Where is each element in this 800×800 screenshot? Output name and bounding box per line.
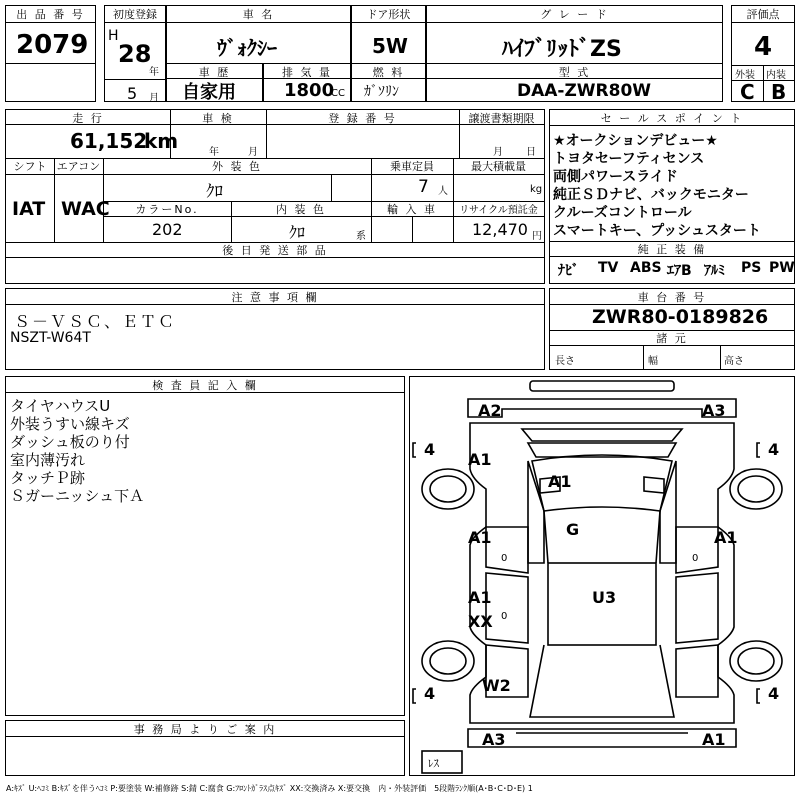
equip-abs: ABS	[630, 260, 662, 276]
load-label: 最大積載量	[471, 160, 526, 173]
chassis-number: ZWR80-0189826	[592, 306, 769, 328]
color-no: 202	[152, 220, 183, 239]
car-name-box	[166, 5, 351, 64]
zero-mark: 0	[692, 553, 699, 564]
transfer-day-unit: 日	[526, 147, 536, 158]
tire-front-right: 4	[768, 440, 780, 459]
sales-point-line: スマートキー、プッシュスタート	[553, 223, 761, 239]
fuel-box	[351, 63, 426, 102]
inspector-label: 検 査 員 記 入 欄	[152, 379, 258, 392]
later-parts-label: 後 日 発 送 部 品	[222, 244, 328, 257]
score-box	[731, 5, 795, 102]
mark-rear-left: A3	[482, 730, 506, 749]
tire-front-left: 4	[424, 440, 436, 459]
notes-label: 注 意 事 項 欄	[231, 291, 319, 304]
car-diagram	[410, 377, 794, 775]
history-label: 車 歴	[198, 66, 231, 79]
shift-label: シフト	[13, 160, 47, 173]
int-color-suffix: 系	[356, 231, 366, 242]
grade-label: グ レ ー ド	[540, 8, 609, 21]
details-box	[5, 109, 545, 284]
reg-month: 5	[127, 84, 138, 103]
exterior-label: 外装	[735, 70, 755, 81]
mark-rear-right: A1	[702, 730, 726, 749]
office-label: 事 務 局 よ り ご 案 内	[133, 723, 277, 736]
lot-label: 出 品 番 号	[16, 8, 85, 21]
lot-box	[5, 5, 96, 102]
recycle-unit: 円	[532, 231, 542, 242]
insp-year-unit: 年	[209, 147, 219, 158]
sales-point-line: 純正ＳＤナビ、バックモニター	[553, 187, 749, 203]
inspection-label: 車 検	[202, 112, 234, 125]
spec-label: 諸 元	[656, 332, 688, 345]
import-label: 輸 入 車	[387, 203, 437, 216]
height-label: 高さ	[724, 356, 744, 367]
tire-rear-right: 4	[768, 684, 780, 703]
mileage-unit: km	[144, 129, 179, 153]
color: ｸﾛ	[206, 182, 223, 202]
capacity: 7	[418, 177, 429, 197]
zero-mark: 0	[501, 553, 508, 564]
reg-year-unit: 年	[149, 67, 159, 78]
door-type: 5W	[372, 34, 408, 58]
model: DAA-ZWR80W	[517, 81, 652, 101]
equip-navi: ﾅﾋﾞ	[558, 263, 579, 279]
transfer-month-unit: 月	[493, 147, 503, 158]
int-color-label: 内 装 色	[276, 203, 326, 216]
shift: IAT	[12, 198, 46, 220]
inspector-box	[5, 376, 405, 716]
equip-airbag: ｴｱB	[667, 263, 692, 279]
reg-year: 28	[118, 40, 152, 68]
model-box	[426, 63, 723, 102]
model-label: 型 式	[558, 66, 591, 79]
spare-tire: ﾚｽ	[428, 757, 439, 770]
sales-points-box	[549, 109, 795, 284]
inspector-line: 室内薄汚れ	[10, 451, 86, 469]
mileage: 61,152	[70, 129, 148, 153]
office-box	[5, 720, 405, 776]
inspector-line: ダッシュ板のり付	[10, 433, 130, 451]
legend: A:ｷｽﾞ U:ﾍｺﾐ B:ｷｽﾞを伴うﾍｺﾐ P:要塗装 W:補修跡 S:錆 C:腐食 G:ﾌﾛﾝﾄｶﾞﾗｽ点ｷｽﾞ XX:交換済み X:要交換 内・外装評価 5段階ﾗﾝｸ順(A･B･C･D･E) 1	[6, 784, 533, 793]
tire-rear-left: 4	[424, 684, 436, 703]
door-label: ドア形状	[366, 8, 411, 21]
score: 4	[754, 32, 773, 62]
equipment-label: 純 正 装 備	[637, 243, 707, 256]
sales-points-label: セ ー ル ス ポ イ ン ト	[600, 112, 744, 125]
notes-line-1: Ｓ－ＶＳＣ、ＥＴＣ	[14, 312, 177, 331]
equip-ps: PS	[741, 260, 762, 276]
displacement-label: 排 気 量	[282, 66, 332, 79]
mark-rear-door-left: A1	[468, 588, 492, 607]
color-no-label: カラーNo.	[135, 203, 199, 216]
sales-point-line: トヨタセーフティセンス	[553, 151, 705, 167]
mark-rear-quarter-left: W2	[482, 676, 511, 695]
inspector-line: タッチＰ跡	[10, 469, 86, 487]
inspector-line: Ｓガーニッシュ下Ａ	[10, 487, 145, 505]
zero-mark: 0	[501, 611, 508, 622]
sales-point-line: ★オークションデビュー★	[553, 133, 718, 149]
reg-month-unit: 月	[149, 93, 159, 104]
capacity-unit: 人	[438, 186, 448, 197]
car-name: ｳﾞｫｸｼｰ	[217, 36, 277, 60]
notes-line-2: NSZT-W64T	[10, 330, 91, 346]
mark-roof: U3	[592, 588, 617, 607]
history-box	[166, 63, 263, 102]
mark-front-door-left: A1	[468, 528, 492, 547]
color-label: 外 装 色	[212, 160, 262, 173]
era: H	[108, 28, 119, 44]
car-diagram-box	[409, 376, 795, 776]
mark-front-door-right: A1	[714, 528, 738, 547]
mark-fender-left: A1	[468, 450, 492, 469]
mark-rear-left-extra: XX	[468, 612, 493, 631]
inspector-line: 外装うすい線キズ	[10, 415, 130, 433]
ac-label: エアコン	[56, 160, 101, 173]
mark-hood: A1	[548, 472, 572, 491]
lot-number: 2079	[16, 30, 89, 60]
first-reg-box	[104, 5, 166, 102]
grade-box	[426, 5, 723, 64]
recycle: 12,470	[472, 220, 528, 239]
grade: ﾊｲﾌﾞﾘｯﾄﾞZS	[502, 37, 622, 62]
notes-box	[5, 288, 545, 370]
length-label: 長さ	[555, 356, 575, 367]
equip-pw: PW	[769, 260, 795, 276]
door-box	[351, 5, 426, 64]
insp-month-unit: 月	[248, 147, 258, 158]
inspector-line: タイヤハウスU	[10, 397, 111, 415]
first-reg-label: 初度登録	[113, 8, 157, 21]
mark-front-left: A2	[478, 401, 502, 420]
fuel: ｶﾞｿﾘﾝ	[364, 84, 399, 100]
displacement-box	[263, 63, 351, 102]
width-label: 幅	[648, 356, 658, 367]
equip-alloy: ｱﾙﾐ	[704, 263, 725, 279]
reg-no-label: 登 録 番 号	[328, 112, 397, 125]
score-label: 評価点	[746, 8, 780, 21]
history: 自家用	[182, 82, 236, 103]
sales-point-line: クルーズコントロール	[553, 205, 692, 221]
displacement: 1800	[284, 80, 335, 101]
chassis-box	[549, 288, 795, 370]
chassis-label: 車 台 番 号	[637, 291, 707, 304]
car-name-label: 車 名	[242, 8, 275, 21]
transfer-label: 譲渡書類期限	[468, 112, 535, 125]
mark-roof-glass: G	[566, 520, 580, 539]
int-color: ｸﾛ	[289, 223, 306, 242]
interior-grade: B	[771, 80, 787, 104]
mileage-label: 走 行	[72, 112, 104, 125]
fuel-label: 燃 料	[372, 66, 405, 79]
load-unit: kg	[530, 184, 543, 195]
interior-label: 内装	[766, 70, 786, 81]
capacity-label: 乗車定員	[390, 160, 434, 173]
exterior-grade: C	[740, 80, 755, 104]
mark-front-right: A3	[702, 401, 726, 420]
ac: WAC	[61, 198, 110, 220]
equip-tv: TV	[598, 260, 619, 276]
recycle-label: リサイクル預託金	[459, 205, 538, 216]
displacement-unit: CC	[331, 88, 345, 99]
sales-point-line: 両側パワースライド	[553, 169, 678, 185]
